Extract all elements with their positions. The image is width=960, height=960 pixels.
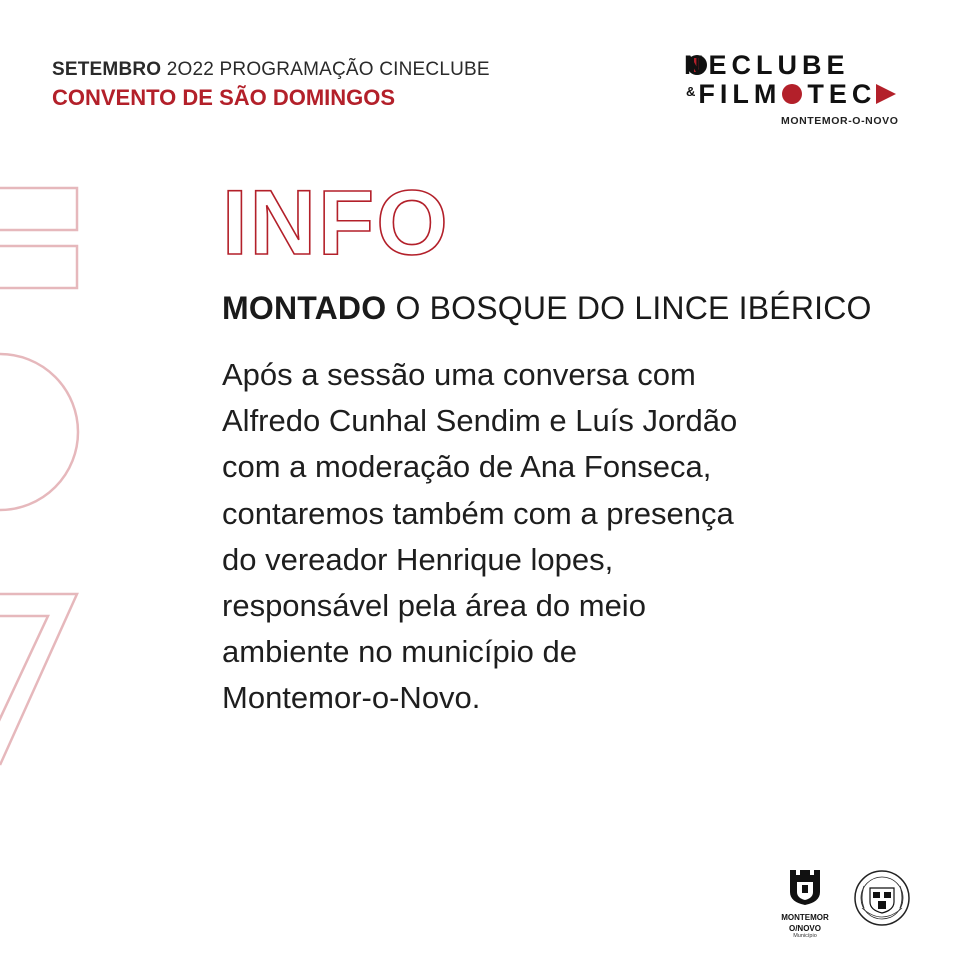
film-title-rest: O BOSQUE DO LINCE IBÉRICO [395,290,872,326]
body-line: Após a sessão uma conversa com [222,357,696,392]
municipality-name-1: MONTEMOR [781,913,829,922]
logo-line-1 [686,50,916,80]
footer-logos [776,868,916,938]
decorative-outline-numerals [0,180,90,770]
body-line: ambiente no município de [222,634,578,670]
header-month: SETEMBRO [52,59,162,80]
body-line: Montemor-o-Novo. [222,680,481,716]
event-header [52,58,490,112]
logo-line-2 [686,79,916,109]
municipal-seal-icon [852,868,912,928]
info-heading-text: INFO [222,178,450,260]
body-line: com a moderação de Ana Fonseca, [222,449,712,485]
body-line: do vereador Henrique lopes, [222,541,614,577]
logo-line-2-text-b: TEC [807,79,877,109]
municipality-logo [776,868,834,940]
info-content [222,178,882,722]
header-program: 2O22 PROGRAMAÇÃO CINECLUBE [166,59,490,80]
film-title [222,288,882,328]
logo-location: MONTEMOR-O-NOVO [781,115,899,127]
body-line: Alfredo Cunhal Sendim e Luís Jordão [222,403,738,439]
info-body [222,352,882,722]
play-triangle-icon [876,83,896,105]
logo-line-2-text: FILM [698,79,782,109]
municipality-label: Município [793,933,817,939]
cineclube-logo [686,50,916,127]
info-heading [222,178,882,260]
logo-ampersand: & [686,84,696,99]
film-title-bold: MONTADO [222,290,387,326]
logo-o-dot [781,83,803,105]
header-venue: CONVENTO DE SÃO DOMINGOS [52,85,396,110]
municipality-name-2: O/NOVO [788,924,821,933]
body-line: responsável pela área do meio [222,588,646,624]
info-heading-svg [222,178,462,260]
body-line: contaremos também com a presença [222,495,734,531]
header-program-line [52,58,490,82]
municipality-crest-icon [787,868,823,906]
logo-line-1-visible: NECLUBE [684,50,850,80]
